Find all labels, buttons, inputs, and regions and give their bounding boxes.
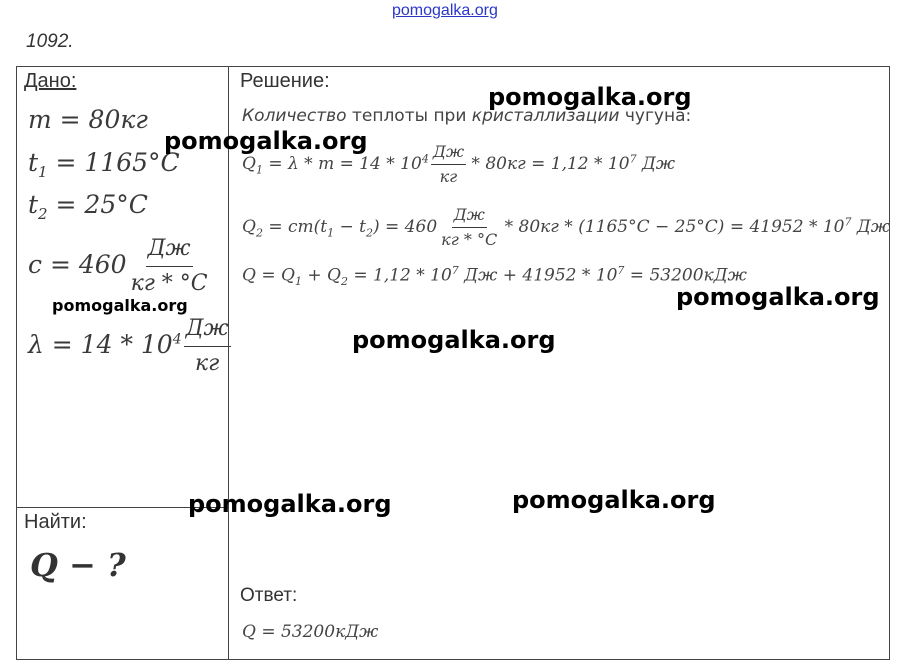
equation-q-total: $Q = Q_1 + Q_2 = 1,12 * 10^7$ Дж + $41952 * 10^7 = 53200кДж$ [242,264,747,289]
watermark: pomogalka.org [164,127,368,155]
watermark: pomogalka.org [352,326,556,354]
given-mass: m = 80кг [28,105,148,134]
given-t1: $t_1 = 1165^\circ C$ [28,148,180,181]
given-t2: $t_2 = 25^\circ C$ [28,190,148,223]
site-link[interactable]: pomogalka.org [392,2,498,19]
solution-intro: Количество теплоты при кристаллизации чугуна: [242,106,692,126]
problem-number: 1092. [26,31,74,52]
watermark: pomogalka.org [188,490,392,518]
find-value: Q − ? [30,546,126,584]
given-lambda: $\lambda = 14 * 10^4$ $\frac{Дж}{кг}$ [28,312,231,381]
equation-q1: $Q_1 = \lambda * m = 14 * 10^4$ $\frac{Дж}{кг}$ * $80кг = 1,12 * 10^7$ Дж [242,142,676,186]
watermark: pomogalka.org [676,283,880,311]
given-specific-heat: c = 460 $\frac{Дж}{кг * ^\circ C}$ [28,232,210,301]
answer-heading: Ответ: [240,585,298,606]
find-heading: Найти: [24,511,87,533]
watermark: pomogalka.org [512,486,716,514]
watermark: pomogalka.org [52,296,188,315]
solution-heading: Решение: [240,70,330,92]
equation-q2: $Q_2 = cm(t_1 - t_2) = 460$ $\frac{Дж}{кг * ^\circ C}$ * $80кг * (1165^\circ C - 25^\circ C) = 41952 * 10^7$ Дж [242,205,891,249]
given-heading: Дано: [24,70,77,92]
watermark: pomogalka.org [488,83,692,111]
answer-value: Q = 53200кДж [242,622,379,642]
